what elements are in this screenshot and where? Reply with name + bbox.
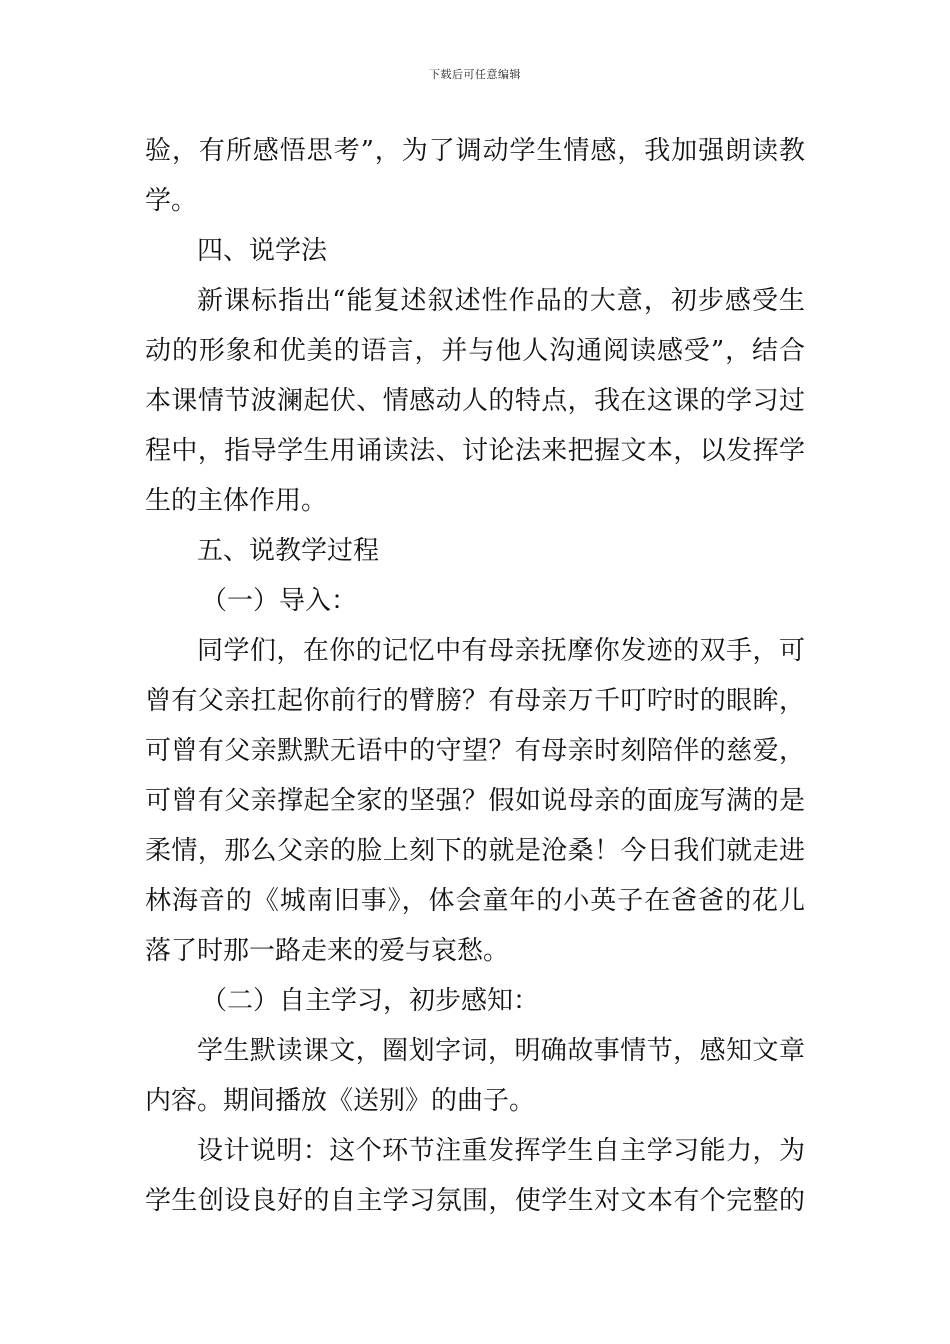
text-line: 学生创设良好的自主学习氛围，使学生对文本有个完整的	[145, 1186, 805, 1216]
text-line: 可曾有父亲撑起全家的坚强？假如说母亲的面庞写满的是	[145, 786, 805, 816]
text-line: 动的形象和优美的语言，并与他人沟通阅读感受”，结合	[145, 336, 805, 366]
text-line: 林海音的《城南旧事》，体会童年的小英子在爸爸的花儿	[145, 886, 805, 916]
text-line: 新课标指出“能复述叙述性作品的大意，初步感受生	[197, 286, 805, 316]
text-line: 柔情，那么父亲的脸上刻下的就是沧桑！今日我们就走进	[145, 836, 805, 866]
text-line: 程中，指导学生用诵读法、讨论法来把握文本，以发挥学	[145, 436, 805, 466]
text-line: 曾有父亲扛起你前行的臂膀？有母亲万千叮咛时的眼眸，	[145, 686, 805, 716]
text-line: 本课情节波澜起伏、情感动人的特点，我在这课的学习过	[145, 386, 805, 416]
page-header: 下载后可任意编辑	[429, 68, 521, 81]
text-line: 可曾有父亲默默无语中的守望？有母亲时刻陪伴的慈爱，	[145, 736, 805, 766]
text-line: 同学们，在你的记忆中有母亲抚摩你发迹的双手，可	[197, 636, 805, 666]
text-line: 设计说明：这个环节注重发挥学生自主学习能力，为	[197, 1136, 805, 1166]
text-line: 生的主体作用。	[145, 486, 328, 516]
text-line: 四、说学法	[197, 236, 328, 266]
document-body	[145, 126, 805, 1226]
text-line: 学生默读课文，圈划字词，明确故事情节，感知文章	[197, 1036, 805, 1066]
text-line: 验，有所感悟思考”，为了调动学生情感，我加强朗读教	[145, 136, 805, 166]
text-line: （一）导入：	[201, 586, 358, 616]
text-line: （二）自主学习，初步感知：	[201, 986, 540, 1016]
text-line: 落了时那一路走来的爱与哀愁。	[145, 936, 510, 966]
text-line: 内容。期间播放《送别》的曲子。	[145, 1086, 536, 1116]
text-line: 学。	[145, 186, 198, 216]
text-line: 五、说教学过程	[197, 536, 380, 566]
